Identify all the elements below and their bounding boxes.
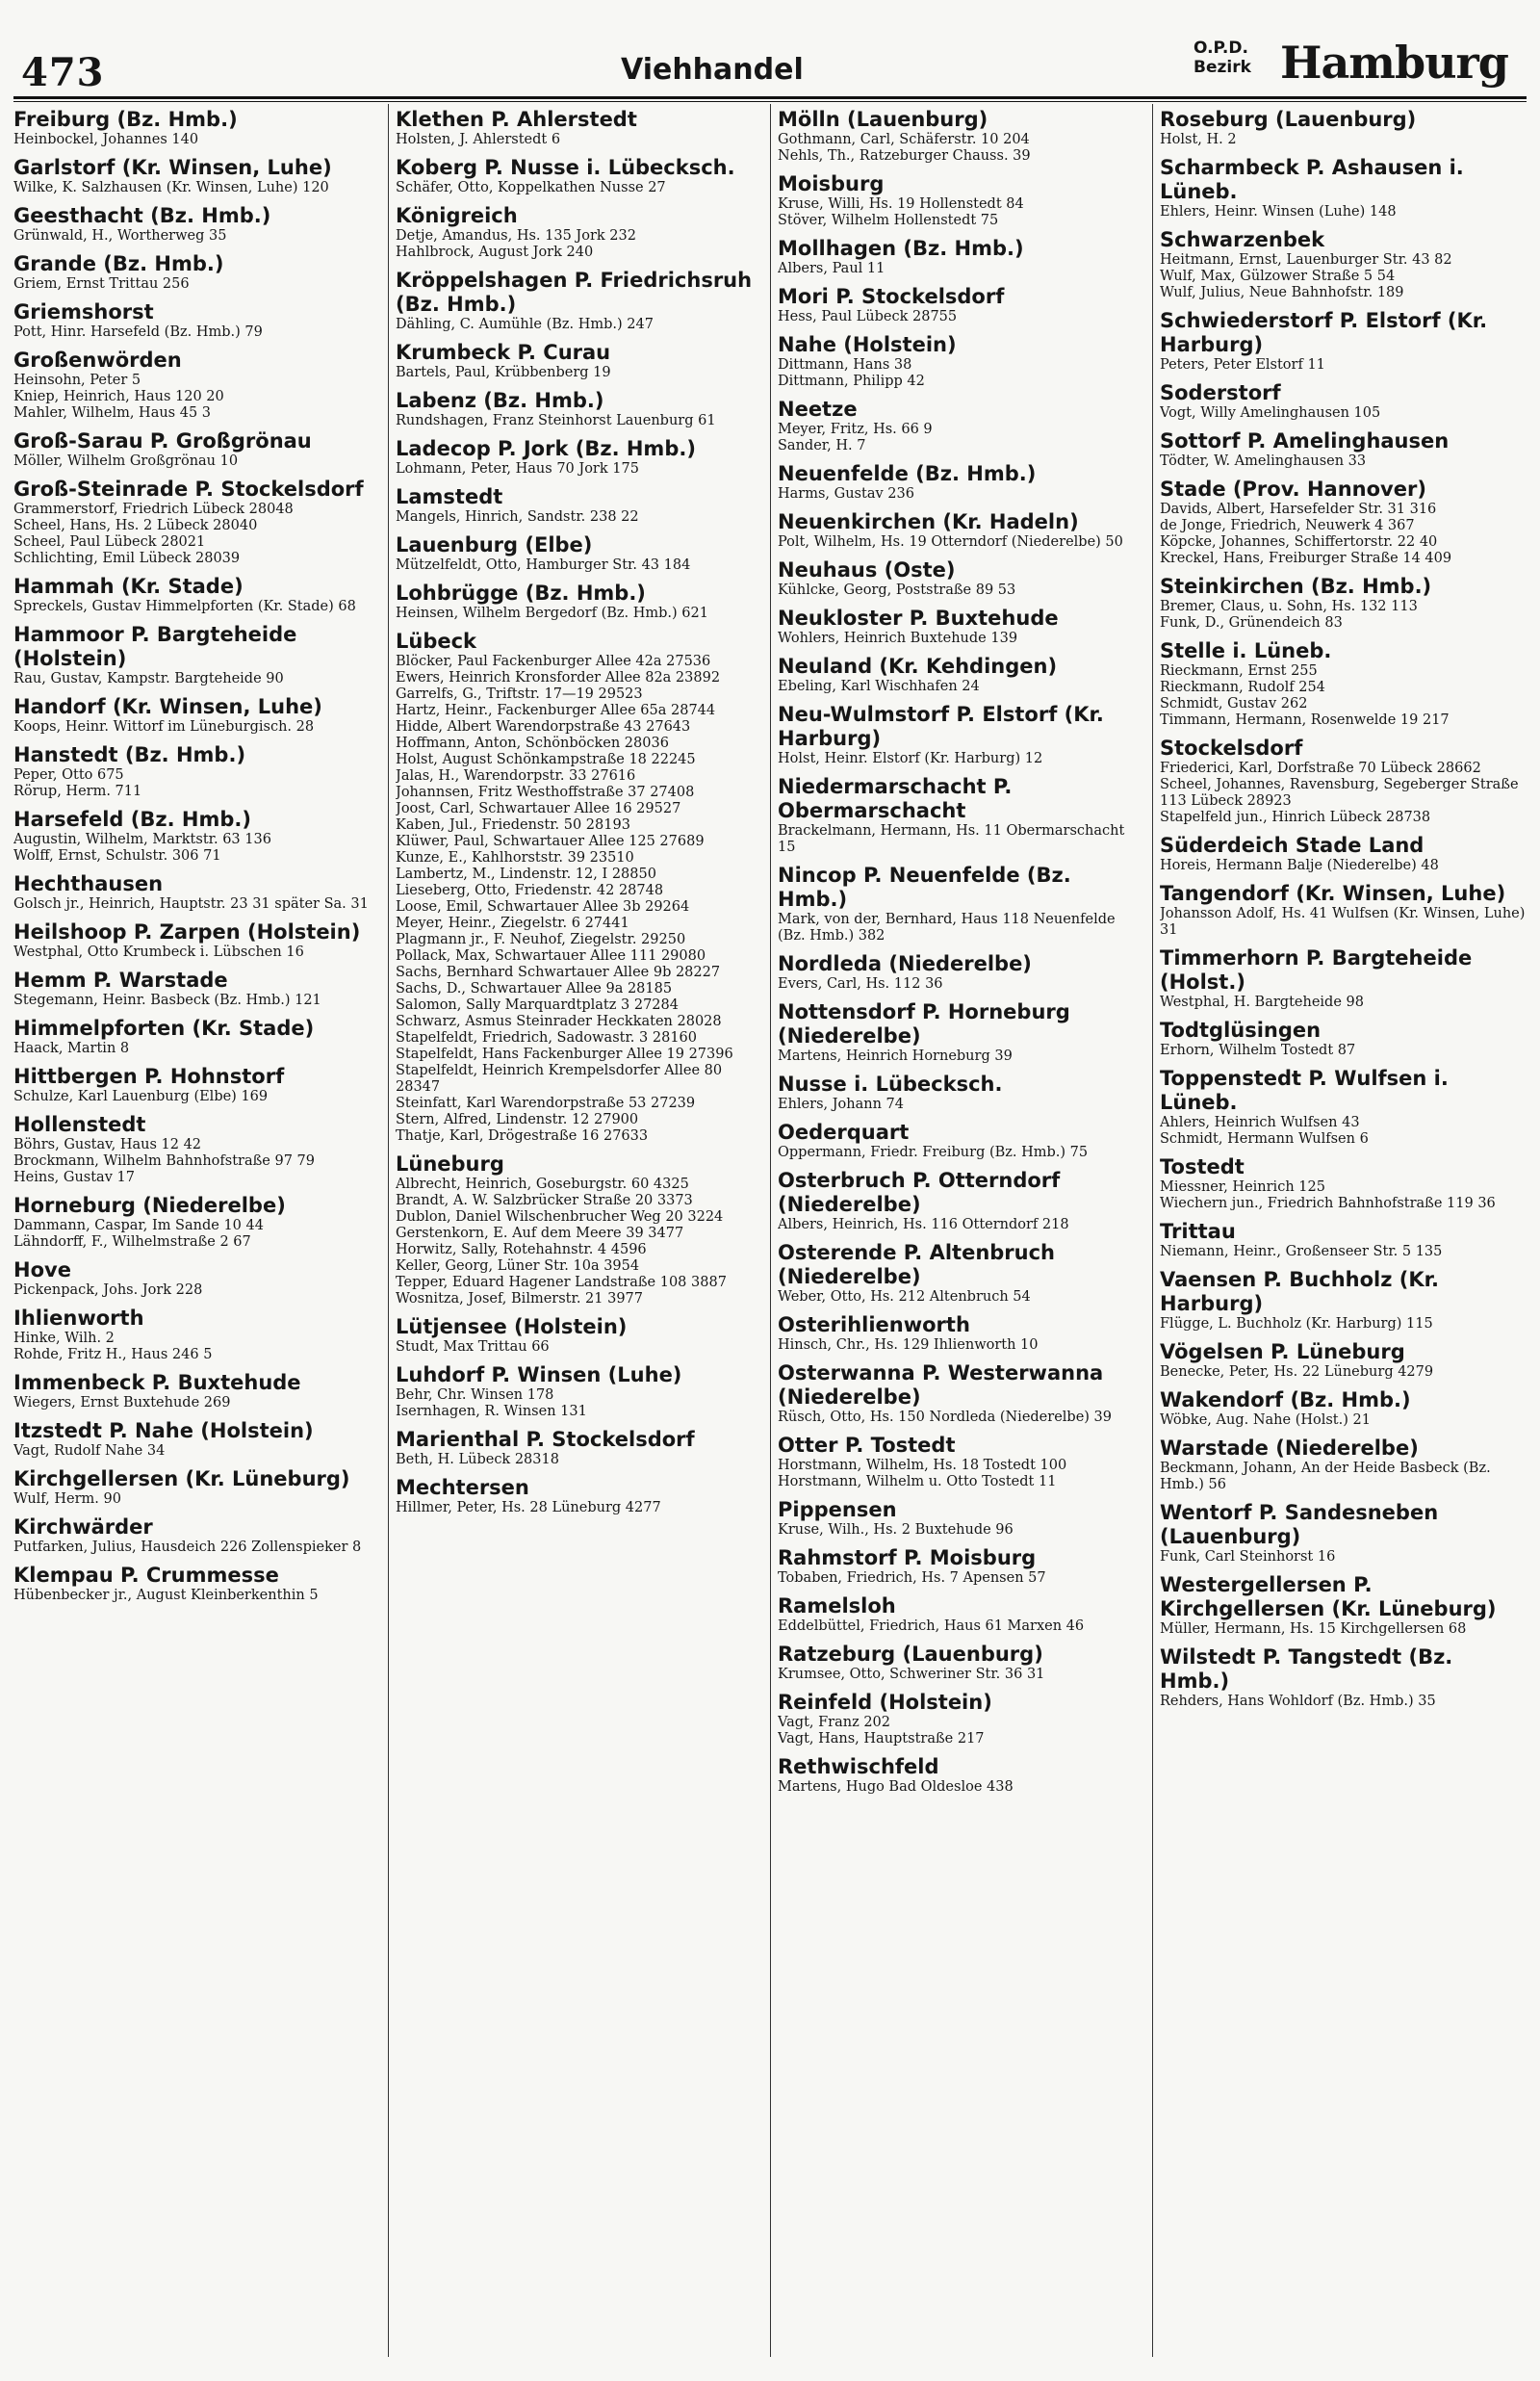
dealer-entry: Kunze, E., Kahlhorststr. 39 23510 xyxy=(396,850,634,866)
dealer-entry: Kruse, Willi, Hs. 19 Hollenstedt 84 xyxy=(778,196,1024,212)
dealer-entry: Scheel, Hans, Hs. 2 Lübeck 28040 xyxy=(13,518,258,533)
place-heading: Klempau P. Crummesse xyxy=(13,1564,279,1587)
dealer-entry: Grünwald, H., Wortherweg 35 xyxy=(13,228,227,244)
dealer-entry: Stapelfeld jun., Hinrich Lübeck 28738 xyxy=(1160,810,1431,825)
place-heading: Niedermarschacht P. Obermarschacht xyxy=(778,775,1013,822)
dealer-entry: Dittmann, Philipp 42 xyxy=(778,374,925,389)
dealer-entry: Meyer, Fritz, Hs. 66 9 xyxy=(778,422,933,437)
dealer-entry: Holst, Heinr. Elstorf (Kr. Harburg) 12 xyxy=(778,751,1043,766)
place-heading: Neuenfelde (Bz. Hmb.) xyxy=(778,462,1037,485)
dealer-entry: Hübenbecker jr., August Kleinberkenthin 5 xyxy=(13,1588,319,1603)
place-heading: Ladecop P. Jork (Bz. Hmb.) xyxy=(396,437,696,460)
place-heading: Mechtersen xyxy=(396,1476,529,1499)
dealer-entry: Wiechern jun., Friedrich Bahnhofstraße 119 36 xyxy=(1160,1196,1496,1211)
dealer-entry: Hartz, Heinr., Fackenburger Allee 65a 28744 xyxy=(396,703,716,718)
dealer-entry: Sander, H. 7 xyxy=(778,438,866,453)
place-heading: Luhdorf P. Winsen (Luhe) xyxy=(396,1363,682,1386)
place-heading: Neuhaus (Oste) xyxy=(778,558,956,582)
dealer-entry: Stegemann, Heinr. Basbeck (Bz. Hmb.) 121 xyxy=(13,993,321,1008)
dealer-entry: Heitmann, Ernst, Lauenburger Str. 43 82 xyxy=(1160,252,1452,268)
dealer-entry: Gerstenkorn, E. Auf dem Meere 39 3477 xyxy=(396,1226,684,1241)
dealer-entry: Heinbockel, Johannes 140 xyxy=(13,132,199,147)
place-heading: Timmerhorn P. Bargteheide (Holst.) xyxy=(1160,946,1473,994)
dealer-entry: Hinsch, Chr., Hs. 129 Ihlienworth 10 xyxy=(778,1337,1039,1353)
dealer-entry: Kniep, Heinrich, Haus 120 20 xyxy=(13,389,224,404)
place-heading: Nincop P. Neuenfelde (Bz. Hmb.) xyxy=(778,864,1071,911)
place-heading: Ratzeburg (Lauenburg) xyxy=(778,1643,1043,1666)
dealer-entry: Lambertz, M., Lindenstr. 12, I 28850 xyxy=(396,867,656,882)
dealer-entry: Martens, Hugo Bad Oldesloe 438 xyxy=(778,1779,1014,1795)
dealer-entry: Albers, Heinrich, Hs. 116 Otterndorf 218 xyxy=(778,1217,1069,1232)
dealer-entry: Dittmann, Hans 38 xyxy=(778,357,912,373)
place-heading: Wentorf P. Sandesneben (Lauenburg) xyxy=(1160,1501,1439,1548)
dealer-entry: Rehders, Hans Wohldorf (Bz. Hmb.) 35 xyxy=(1160,1694,1436,1709)
dealer-entry: Grammerstorf, Friedrich Lübeck 28048 xyxy=(13,502,294,517)
dealer-entry: Scheel, Johannes, Ravensburg, Segeberger Straße 113 Lübeck 28923 xyxy=(1160,777,1519,809)
dealer-entry: Wosnitza, Josef, Bilmerstr. 21 3977 xyxy=(396,1291,644,1307)
dealer-entry: Koops, Heinr. Wittorf im Lüneburgisch. 28 xyxy=(13,719,315,735)
place-heading: Königreich xyxy=(396,204,518,227)
column-divider xyxy=(1152,104,1153,2357)
column-4 xyxy=(1160,104,1527,2357)
place-heading: Lohbrügge (Bz. Hmb.) xyxy=(396,582,646,605)
dealer-entry: Nehls, Th., Ratzeburger Chauss. 39 xyxy=(778,148,1031,164)
header-rule-thin xyxy=(13,101,1527,102)
place-heading: Warstade (Niederelbe) xyxy=(1160,1436,1419,1460)
dealer-entry: Holst, H. 2 xyxy=(1160,132,1237,147)
place-heading: Mori P. Stockelsdorf xyxy=(778,285,1005,308)
dealer-entry: Schmidt, Gustav 262 xyxy=(1160,696,1308,712)
place-heading: Stelle i. Lüneb. xyxy=(1160,639,1332,662)
dealer-entry: Schmidt, Hermann Wulfsen 6 xyxy=(1160,1131,1369,1147)
place-heading: Hammoor P. Bargteheide (Holstein) xyxy=(13,623,297,670)
place-heading: Marienthal P. Stockelsdorf xyxy=(396,1428,695,1451)
place-heading: Klethen P. Ahlerstedt xyxy=(396,108,637,131)
place-heading: Neuenkirchen (Kr. Hadeln) xyxy=(778,510,1079,533)
dealer-entry: Thatje, Karl, Drögestraße 16 27633 xyxy=(396,1128,649,1144)
dealer-entry: Eddelbüttel, Friedrich, Haus 61 Marxen 46 xyxy=(778,1618,1085,1634)
dealer-entry: Horstmann, Wilhelm, Hs. 18 Tostedt 100 xyxy=(778,1458,1067,1473)
dealer-entry: Wöbke, Aug. Nahe (Holst.) 21 xyxy=(1160,1412,1371,1428)
place-heading: Mollhagen (Bz. Hmb.) xyxy=(778,237,1024,260)
opd-line-2: Bezirk xyxy=(1194,58,1251,77)
dealer-entry: Rüsch, Otto, Hs. 150 Nordleda (Niederelbe) 39 xyxy=(778,1410,1112,1425)
place-heading: Krumbeck P. Curau xyxy=(396,341,611,364)
dealer-entry: Pickenpack, Johs. Jork 228 xyxy=(13,1282,203,1298)
place-heading: Stockelsdorf xyxy=(1160,737,1303,760)
dealer-entry: Kühlcke, Georg, Poststraße 89 53 xyxy=(778,582,1016,598)
dealer-entry: Garrelfs, G., Triftstr. 17—19 29523 xyxy=(396,686,643,702)
place-heading: Westergellersen P. Kirchgellersen (Kr. Lüneburg) xyxy=(1160,1573,1497,1620)
dealer-entry: Lieseberg, Otto, Friedenstr. 42 28748 xyxy=(396,883,664,898)
dealer-entry: Klüwer, Paul, Schwartauer Allee 125 27689 xyxy=(396,834,705,849)
dealer-entry: Davids, Albert, Harsefelder Str. 31 316 xyxy=(1160,502,1437,517)
place-heading: Lüneburg xyxy=(396,1152,504,1176)
place-heading: Großenwörden xyxy=(13,349,182,372)
dealer-entry: Hidde, Albert Warendorpstraße 43 27643 xyxy=(396,719,691,735)
dealer-entry: Peper, Otto 675 xyxy=(13,767,124,783)
place-heading: Moisburg xyxy=(778,172,885,195)
place-heading: Süderdeich Stade Land xyxy=(1160,834,1424,857)
dealer-entry: Steinfatt, Karl Warendorpstraße 53 27239 xyxy=(396,1096,696,1111)
dealer-entry: Albrecht, Heinrich, Goseburgstr. 60 4325 xyxy=(396,1177,689,1192)
place-heading: Wilstedt P. Tangstedt (Bz. Hmb.) xyxy=(1160,1645,1453,1693)
place-heading: Garlstorf (Kr. Winsen, Luhe) xyxy=(13,156,332,179)
place-heading: Ramelsloh xyxy=(778,1594,896,1618)
dealer-entry: Tepper, Eduard Hagener Landstraße 108 3887 xyxy=(396,1275,727,1290)
dealer-entry: Tödter, W. Amelinghausen 33 xyxy=(1160,453,1367,469)
district-label xyxy=(1194,39,1251,77)
dealer-entry: Hillmer, Peter, Hs. 28 Lüneburg 4277 xyxy=(396,1500,661,1515)
dealer-entry: Beth, H. Lübeck 28318 xyxy=(396,1452,559,1467)
place-heading: Ihlienworth xyxy=(13,1307,144,1330)
place-heading: Itzstedt P. Nahe (Holstein) xyxy=(13,1419,314,1442)
place-heading: Nusse i. Lübecksch. xyxy=(778,1073,1003,1096)
dealer-entry: Tobaben, Friedrich, Hs. 7 Apensen 57 xyxy=(778,1570,1046,1586)
dealer-entry: Beckmann, Johann, An der Heide Basbeck (Bz. Hmb.) 56 xyxy=(1160,1461,1491,1492)
column-1 xyxy=(13,104,381,2357)
dealer-entry: Peters, Peter Elstorf 11 xyxy=(1160,357,1325,373)
dealer-entry: Johansson Adolf, Hs. 41 Wulfsen (Kr. Winsen, Luhe) 31 xyxy=(1160,906,1526,938)
place-heading: Geesthacht (Bz. Hmb.) xyxy=(13,204,271,227)
dealer-entry: Horeis, Hermann Balje (Niederelbe) 48 xyxy=(1160,858,1439,873)
dealer-entry: Böhrs, Gustav, Haus 12 42 xyxy=(13,1137,202,1152)
dealer-entry: Horwitz, Sally, Rotehahnstr. 4 4596 xyxy=(396,1242,647,1257)
section-title: Viehhandel xyxy=(621,53,804,87)
dealer-entry: Heins, Gustav 17 xyxy=(13,1170,135,1185)
dealer-entry: Horstmann, Wilhelm u. Otto Tostedt 11 xyxy=(778,1474,1057,1489)
dealer-entry: Pott, Hinr. Harsefeld (Bz. Hmb.) 79 xyxy=(13,324,263,340)
place-heading: Nordleda (Niederelbe) xyxy=(778,952,1032,975)
dealer-entry: Loose, Emil, Schwartauer Allee 3b 29264 xyxy=(396,899,690,915)
place-heading: Neukloster P. Buxtehude xyxy=(778,607,1059,630)
dealer-entry: Lohmann, Peter, Haus 70 Jork 175 xyxy=(396,461,639,477)
dealer-entry: Mangels, Hinrich, Sandstr. 238 22 xyxy=(396,509,639,525)
place-heading: Hove xyxy=(13,1258,71,1281)
dealer-entry: Vagt, Rudolf Nahe 34 xyxy=(13,1443,166,1459)
place-heading: Nottensdorf P. Horneburg (Niederelbe) xyxy=(778,1000,1070,1048)
dealer-entry: Stapelfeldt, Friedrich, Sadowastr. 3 28160 xyxy=(396,1030,697,1046)
dealer-entry: Isernhagen, R. Winsen 131 xyxy=(396,1404,587,1419)
place-heading: Tangendorf (Kr. Winsen, Luhe) xyxy=(1160,882,1506,905)
directory-columns xyxy=(13,104,1527,2357)
place-heading: Hollenstedt xyxy=(13,1113,146,1136)
place-heading: Groß-Sarau P. Großgrönau xyxy=(13,429,312,453)
dealer-entry: Vagt, Franz 202 xyxy=(778,1715,891,1730)
dealer-entry: Behr, Chr. Winsen 178 xyxy=(396,1387,554,1403)
dealer-entry: Mützelfeldt, Otto, Hamburger Str. 43 184 xyxy=(396,557,691,573)
dealer-entry: Albers, Paul 11 xyxy=(778,261,886,276)
dealer-entry: Weber, Otto, Hs. 212 Altenbruch 54 xyxy=(778,1289,1031,1305)
place-heading: Immenbeck P. Buxtehude xyxy=(13,1371,301,1394)
place-heading: Hechthausen xyxy=(13,872,164,895)
place-heading: Neu-Wulmstorf P. Elstorf (Kr. Harburg) xyxy=(778,703,1104,750)
dealer-entry: Wulf, Julius, Neue Bahnhofstr. 189 xyxy=(1160,285,1404,300)
dealer-entry: Wohlers, Heinrich Buxtehude 139 xyxy=(778,631,1018,646)
place-heading: Reinfeld (Holstein) xyxy=(778,1691,992,1714)
dealer-entry: Holst, August Schönkampstraße 18 22245 xyxy=(396,752,696,767)
dealer-entry: Funk, D., Grünendeich 83 xyxy=(1160,615,1343,631)
dealer-entry: Rohde, Fritz H., Haus 246 5 xyxy=(13,1347,213,1362)
place-heading: Sottorf P. Amelinghausen xyxy=(1160,429,1450,453)
column-2 xyxy=(396,104,763,2357)
dealer-entry: Stöver, Wilhelm Hollenstedt 75 xyxy=(778,213,999,228)
dealer-entry: Salomon, Sally Marquardtplatz 3 27284 xyxy=(396,997,679,1013)
dealer-entry: Rundshagen, Franz Steinhorst Lauenburg 61 xyxy=(396,413,716,428)
page-number: 473 xyxy=(21,50,105,95)
place-heading: Heilshoop P. Zarpen (Holstein) xyxy=(13,920,361,944)
place-heading: Koberg P. Nusse i. Lübecksch. xyxy=(396,156,735,179)
place-heading: Hammah (Kr. Stade) xyxy=(13,575,244,598)
dealer-entry: Sachs, D., Schwartauer Allee 9a 28185 xyxy=(396,981,673,996)
dealer-entry: Mark, von der, Bernhard, Haus 118 Neuenfelde (Bz. Hmb.) 382 xyxy=(778,912,1116,944)
dealer-entry: Mahler, Wilhelm, Haus 45 3 xyxy=(13,405,212,421)
dealer-entry: Holsten, J. Ahlerstedt 6 xyxy=(396,132,561,147)
place-heading: Soderstorf xyxy=(1160,381,1281,404)
place-heading: Griemshorst xyxy=(13,300,154,324)
dealer-entry: Studt, Max Trittau 66 xyxy=(396,1339,550,1355)
place-heading: Freiburg (Bz. Hmb.) xyxy=(13,108,238,131)
place-heading: Neetze xyxy=(778,398,858,421)
dealer-entry: Erhorn, Wilhelm Tostedt 87 xyxy=(1160,1043,1356,1058)
place-heading: Groß-Steinrade P. Stockelsdorf xyxy=(13,478,364,501)
dealer-entry: Brockmann, Wilhelm Bahnhofstraße 97 79 xyxy=(13,1153,315,1169)
place-heading: Himmelpforten (Kr. Stade) xyxy=(13,1017,315,1040)
dealer-entry: Westphal, Otto Krumbeck i. Lübschen 16 xyxy=(13,945,304,960)
dealer-entry: Friederici, Karl, Dorfstraße 70 Lübeck 28662 xyxy=(1160,761,1481,776)
place-heading: Kröppelshagen P. Friedrichsruh (Bz. Hmb.) xyxy=(396,269,753,316)
dealer-entry: Griem, Ernst Trittau 256 xyxy=(13,276,190,292)
dealer-entry: Schlichting, Emil Lübeck 28039 xyxy=(13,551,241,566)
place-heading: Scharmbeck P. Ashausen i. Lüneb. xyxy=(1160,156,1464,203)
dealer-entry: Vagt, Hans, Hauptstraße 217 xyxy=(778,1731,985,1747)
dealer-entry: Dammann, Caspar, Im Sande 10 44 xyxy=(13,1218,264,1233)
place-heading: Lütjensee (Holstein) xyxy=(396,1315,628,1338)
place-heading: Otter P. Tostedt xyxy=(778,1434,956,1457)
dealer-entry: Vogt, Willy Amelinghausen 105 xyxy=(1160,405,1381,421)
place-heading: Wakendorf (Bz. Hmb.) xyxy=(1160,1388,1411,1411)
dealer-entry: Kaben, Jul., Friedenstr. 50 28193 xyxy=(396,817,630,833)
dealer-entry: Dublon, Daniel Wilschenbrucher Weg 20 3224 xyxy=(396,1209,724,1225)
dealer-entry: Rieckmann, Rudolf 254 xyxy=(1160,680,1325,695)
dealer-entry: Ehlers, Johann 74 xyxy=(778,1097,904,1112)
dealer-entry: Martens, Heinrich Horneburg 39 xyxy=(778,1048,1013,1064)
dealer-entry: Joost, Carl, Schwartauer Allee 16 29527 xyxy=(396,801,681,816)
dealer-entry: Rörup, Herm. 711 xyxy=(13,784,142,799)
dealer-entry: Stapelfeldt, Heinrich Krempelsdorfer Allee 80 28347 xyxy=(396,1063,723,1095)
dealer-entry: Gothmann, Carl, Schäferstr. 10 204 xyxy=(778,132,1030,147)
dealer-entry: Dähling, C. Aumühle (Bz. Hmb.) 247 xyxy=(396,317,654,332)
dealer-entry: Sachs, Bernhard Schwartauer Allee 9b 28227 xyxy=(396,965,721,980)
dealer-entry: Hoffmann, Anton, Schönböcken 28036 xyxy=(396,736,669,751)
dealer-entry: Wulf, Max, Gülzower Straße 5 54 xyxy=(1160,269,1396,284)
place-heading: Kirchgellersen (Kr. Lüneburg) xyxy=(13,1467,350,1490)
dealer-entry: Golsch jr., Heinrich, Hauptstr. 23 31 später Sa. 31 xyxy=(13,896,369,912)
dealer-entry: Krumsee, Otto, Schweriner Str. 36 31 xyxy=(778,1667,1045,1682)
dealer-entry: Heinsen, Wilhelm Bergedorf (Bz. Hmb.) 621 xyxy=(396,606,708,621)
place-heading: Rahmstorf P. Moisburg xyxy=(778,1546,1037,1569)
place-heading: Osterihlienworth xyxy=(778,1313,970,1336)
dealer-entry: Wilke, K. Salzhausen (Kr. Winsen, Luhe) 120 xyxy=(13,180,329,195)
dealer-entry: Brandt, A. W. Salzbrücker Straße 20 3373 xyxy=(396,1193,693,1208)
dealer-entry: Möller, Wilhelm Großgrönau 10 xyxy=(13,453,239,469)
place-heading: Hittbergen P. Hohnstorf xyxy=(13,1065,285,1088)
dealer-entry: Wiegers, Ernst Buxtehude 269 xyxy=(13,1395,231,1410)
place-heading: Osterende P. Altenbruch (Niederelbe) xyxy=(778,1241,1056,1288)
dealer-entry: Harms, Gustav 236 xyxy=(778,486,914,502)
dealer-entry: Putfarken, Julius, Hausdeich 226 Zollenspieker 8 xyxy=(13,1540,362,1555)
place-heading: Vaensen P. Buchholz (Kr. Harburg) xyxy=(1160,1268,1439,1315)
dealer-entry: Stern, Alfred, Lindenstr. 12 27900 xyxy=(396,1112,639,1127)
column-divider xyxy=(388,104,389,2357)
dealer-entry: Bartels, Paul, Krübbenberg 19 xyxy=(396,365,611,380)
dealer-entry: Ebeling, Karl Wischhafen 24 xyxy=(778,679,980,694)
column-3 xyxy=(778,104,1145,2357)
dealer-entry: Timmann, Hermann, Rosenwelde 19 217 xyxy=(1160,712,1450,728)
place-heading: Rethwischfeld xyxy=(778,1755,939,1778)
place-heading: Nahe (Holstein) xyxy=(778,333,957,356)
dealer-entry: Brackelmann, Hermann, Hs. 11 Obermarschacht 15 xyxy=(778,823,1125,855)
dealer-entry: Spreckels, Gustav Himmelpforten (Kr. Stade) 68 xyxy=(13,599,356,614)
dealer-entry: Blöcker, Paul Fackenburger Allee 42a 27536 xyxy=(396,654,711,669)
dealer-entry: Oppermann, Friedr. Freiburg (Bz. Hmb.) 75 xyxy=(778,1145,1089,1160)
dealer-entry: Hahlbrock, August Jork 240 xyxy=(396,245,594,260)
district-city: Hamburg xyxy=(1280,37,1508,89)
header-rule xyxy=(13,96,1527,99)
dealer-entry: de Jonge, Friedrich, Neuwerk 4 367 xyxy=(1160,518,1415,533)
place-heading: Lamstedt xyxy=(396,485,503,508)
dealer-entry: Ewers, Heinrich Kronsforder Allee 82a 23892 xyxy=(396,670,721,686)
dealer-entry: Rieckmann, Ernst 255 xyxy=(1160,663,1318,679)
place-heading: Steinkirchen (Bz. Hmb.) xyxy=(1160,575,1432,598)
place-heading: Labenz (Bz. Hmb.) xyxy=(396,389,604,412)
place-heading: Osterbruch P. Otterndorf (Niederelbe) xyxy=(778,1169,1061,1216)
dealer-entry: Schwarz, Asmus Steinrader Heckkaten 28028 xyxy=(396,1014,722,1029)
place-heading: Schwiederstorf P. Elstorf (Kr. Harburg) xyxy=(1160,309,1488,356)
dealer-entry: Müller, Hermann, Hs. 15 Kirchgellersen 68 xyxy=(1160,1621,1467,1637)
dealer-entry: Westphal, H. Bargteheide 98 xyxy=(1160,995,1364,1010)
dealer-entry: Scheel, Paul Lübeck 28021 xyxy=(13,534,206,550)
dealer-entry: Köpcke, Johannes, Schiffertorstr. 22 40 xyxy=(1160,534,1438,550)
page-header xyxy=(0,0,1540,96)
place-heading: Lauenburg (Elbe) xyxy=(396,533,593,556)
place-heading: Toppenstedt P. Wulfsen i. Lüneb. xyxy=(1160,1067,1449,1114)
dealer-entry: Augustin, Wilhelm, Marktstr. 63 136 xyxy=(13,832,271,847)
dealer-entry: Kruse, Wilh., Hs. 2 Buxtehude 96 xyxy=(778,1522,1014,1538)
dealer-entry: Miessner, Heinrich 125 xyxy=(1160,1179,1325,1195)
dealer-entry: Detje, Amandus, Hs. 135 Jork 232 xyxy=(396,228,636,244)
dealer-entry: Polt, Wilhelm, Hs. 19 Otterndorf (Niederelbe) 50 xyxy=(778,534,1123,550)
place-heading: Roseburg (Lauenburg) xyxy=(1160,108,1417,131)
place-heading: Trittau xyxy=(1160,1220,1236,1243)
dealer-entry: Stapelfeldt, Hans Fackenburger Allee 19 27396 xyxy=(396,1047,733,1062)
dealer-entry: Pollack, Max, Schwartauer Allee 111 29080 xyxy=(396,948,706,964)
place-heading: Tostedt xyxy=(1160,1155,1245,1178)
place-heading: Osterwanna P. Westerwanna (Niederelbe) xyxy=(778,1361,1104,1409)
dealer-entry: Keller, Georg, Lüner Str. 10a 3954 xyxy=(396,1258,640,1274)
dealer-entry: Meyer, Heinr., Ziegelstr. 6 27441 xyxy=(396,916,629,931)
place-heading: Mölln (Lauenburg) xyxy=(778,108,988,131)
place-heading: Lübeck xyxy=(396,630,477,653)
dealer-entry: Schulze, Karl Lauenburg (Elbe) 169 xyxy=(13,1089,269,1104)
place-heading: Harsefeld (Bz. Hmb.) xyxy=(13,808,251,831)
dealer-entry: Ahlers, Heinrich Wulfsen 43 xyxy=(1160,1115,1360,1130)
place-heading: Vögelsen P. Lüneburg xyxy=(1160,1340,1405,1363)
dealer-entry: Kreckel, Hans, Freiburger Straße 14 409 xyxy=(1160,551,1452,566)
place-heading: Kirchwärder xyxy=(13,1515,153,1539)
place-heading: Hanstedt (Bz. Hmb.) xyxy=(13,743,246,766)
dealer-entry: Haack, Martin 8 xyxy=(13,1041,130,1056)
dealer-entry: Plagmann jr., F. Neuhof, Ziegelstr. 29250 xyxy=(396,932,686,947)
place-heading: Oederquart xyxy=(778,1121,910,1144)
place-heading: Grande (Bz. Hmb.) xyxy=(13,252,224,275)
dealer-entry: Jalas, H., Warendorpstr. 33 27616 xyxy=(396,768,636,784)
place-heading: Neuland (Kr. Kehdingen) xyxy=(778,655,1058,678)
dealer-entry: Wolff, Ernst, Schulstr. 306 71 xyxy=(13,848,221,864)
dealer-entry: Rau, Gustav, Kampstr. Bargteheide 90 xyxy=(13,671,284,686)
place-heading: Hemm P. Warstade xyxy=(13,969,228,992)
dealer-entry: Hinke, Wilh. 2 xyxy=(13,1331,115,1346)
place-heading: Horneburg (Niederelbe) xyxy=(13,1194,286,1217)
column-divider xyxy=(770,104,771,2357)
dealer-entry: Flügge, L. Buchholz (Kr. Harburg) 115 xyxy=(1160,1316,1433,1332)
dealer-entry: Niemann, Heinr., Großenseer Str. 5 135 xyxy=(1160,1244,1443,1259)
place-heading: Todtglüsingen xyxy=(1160,1019,1322,1042)
place-heading: Schwarzenbek xyxy=(1160,228,1325,251)
opd-line-1: O.P.D. xyxy=(1194,39,1248,58)
dealer-entry: Heinsohn, Peter 5 xyxy=(13,373,141,388)
place-heading: Stade (Prov. Hannover) xyxy=(1160,478,1426,501)
dealer-entry: Schäfer, Otto, Koppelkathen Nusse 27 xyxy=(396,180,666,195)
dealer-entry: Bremer, Claus, u. Sohn, Hs. 132 113 xyxy=(1160,599,1418,614)
place-heading: Pippensen xyxy=(778,1498,897,1521)
dealer-entry: Benecke, Peter, Hs. 22 Lüneburg 4279 xyxy=(1160,1364,1434,1380)
dealer-entry: Evers, Carl, Hs. 112 36 xyxy=(778,976,943,992)
place-heading: Handorf (Kr. Winsen, Luhe) xyxy=(13,695,322,718)
dealer-entry: Hess, Paul Lübeck 28755 xyxy=(778,309,958,324)
dealer-entry: Wulf, Herm. 90 xyxy=(13,1491,121,1507)
dealer-entry: Johannsen, Fritz Westhoffstraße 37 27408 xyxy=(396,785,695,800)
dealer-entry: Funk, Carl Steinhorst 16 xyxy=(1160,1549,1336,1565)
dealer-entry: Lähndorff, F., Wilhelmstraße 2 67 xyxy=(13,1234,251,1250)
dealer-entry: Ehlers, Heinr. Winsen (Luhe) 148 xyxy=(1160,204,1397,220)
